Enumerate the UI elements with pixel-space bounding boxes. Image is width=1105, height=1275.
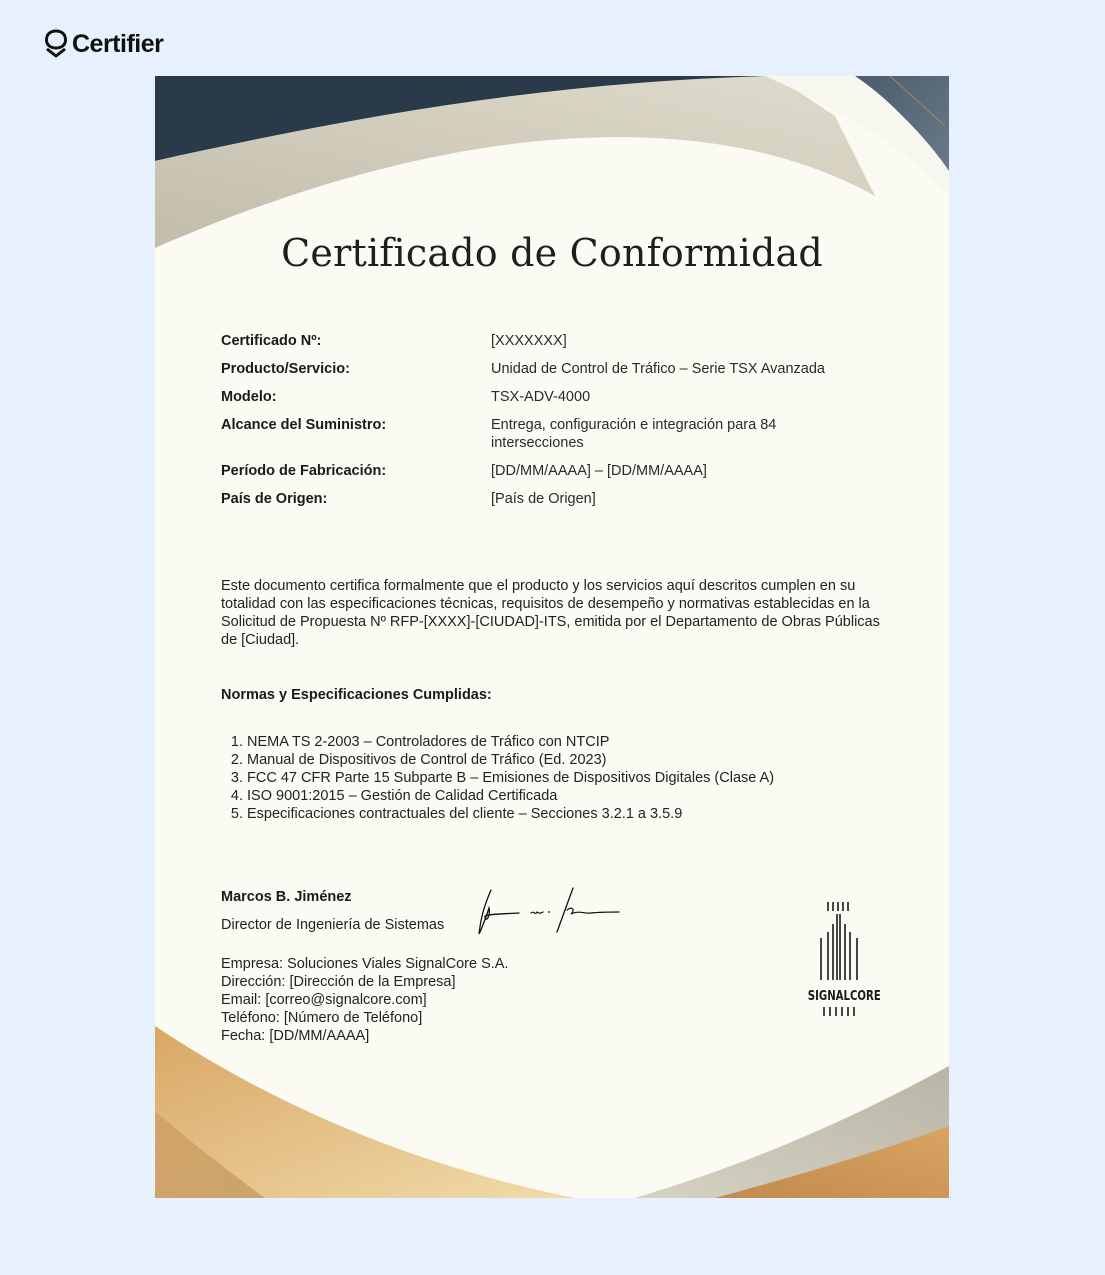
field-value: [XXXXXXX] bbox=[491, 333, 567, 349]
field-label: Certificado Nº: bbox=[221, 333, 322, 349]
signalcore-bottom-bars-icon bbox=[799, 1005, 879, 1017]
contact-email: Email: [correo@signalcore.com] bbox=[221, 992, 427, 1008]
certificate-title: Certificado de Conformidad bbox=[281, 231, 823, 275]
field-value: [País de Origen] bbox=[491, 491, 596, 507]
field-label: País de Origen: bbox=[221, 491, 328, 507]
certificate-fields bbox=[221, 332, 901, 518]
norm-item: 2. Manual de Dispositivos de Control de Tráfico (Ed. 2023) bbox=[230, 752, 607, 768]
norms-list bbox=[221, 733, 774, 823]
certificate-document bbox=[155, 76, 949, 1198]
field-label: Modelo: bbox=[221, 389, 277, 405]
contact-company: Empresa: Soluciones Viales SignalCore S.A. bbox=[221, 956, 509, 972]
norms-heading: Normas y Especificaciones Cumplidas: bbox=[221, 687, 492, 703]
field-product-service bbox=[221, 360, 901, 378]
field-certificate-number bbox=[221, 332, 901, 350]
norm-item: 1. NEMA TS 2-2003 – Controladores de Tráfico con NTCIP bbox=[230, 734, 610, 750]
norm-item: 4. ISO 9001:2015 – Gestión de Calidad Certificada bbox=[230, 788, 558, 804]
field-label: Producto/Servicio: bbox=[221, 361, 350, 377]
field-value: Unidad de Control de Tráfico – Serie TSX Avanzada bbox=[491, 361, 825, 377]
field-model bbox=[221, 388, 901, 406]
signalcore-logo bbox=[799, 900, 879, 1022]
certifier-shield-icon bbox=[44, 29, 68, 59]
field-country-origin bbox=[221, 490, 901, 508]
field-value: TSX-ADV-4000 bbox=[491, 389, 591, 405]
field-value: Entrega, configuración e integración para 84 intersecciones bbox=[491, 417, 777, 451]
field-supply-scope bbox=[221, 416, 901, 452]
field-label: Período de Fabricación: bbox=[221, 463, 387, 479]
signer-name: Marcos B. Jiménez bbox=[221, 889, 352, 905]
certifier-logo[interactable] bbox=[44, 29, 163, 59]
norm-item: 3. FCC 47 CFR Parte 15 Subparte B – Emisiones de Dispositivos Digitales (Clase A) bbox=[230, 770, 775, 786]
contact-date: Fecha: [DD/MM/AAAA] bbox=[221, 1028, 370, 1044]
signature-image bbox=[461, 886, 621, 938]
signalcore-bars-icon bbox=[799, 900, 879, 982]
certification-statement: Este documento certifica formalmente que el producto y los servicios aquí descritos cumplen en su totalidad con las especificaciones técnicas, requisitos de desempeño y normativas establecidas en la Solicitud de Propuesta Nº RFP-[XXXX]-[CIUDAD]-ITS, emitida por el Departamento de Obras Públicas de [Ciudad]. bbox=[221, 578, 880, 648]
contact-address: Dirección: [Dirección de la Empresa] bbox=[221, 974, 456, 990]
field-value: [DD/MM/AAAA] – [DD/MM/AAAA] bbox=[491, 463, 707, 479]
field-manufacturing-period bbox=[221, 462, 901, 480]
signalcore-wordmark: SIGNALCORE bbox=[807, 989, 881, 1004]
signer-role: Director de Ingeniería de Sistemas bbox=[221, 917, 445, 933]
contact-block bbox=[221, 955, 508, 1045]
norm-item: 5. Especificaciones contractuales del cliente – Secciones 3.2.1 a 3.5.9 bbox=[230, 806, 683, 822]
brand-name: Certifier bbox=[72, 29, 164, 58]
contact-phone: Teléfono: [Número de Teléfono] bbox=[221, 1010, 423, 1026]
field-label: Alcance del Suministro: bbox=[221, 417, 387, 433]
